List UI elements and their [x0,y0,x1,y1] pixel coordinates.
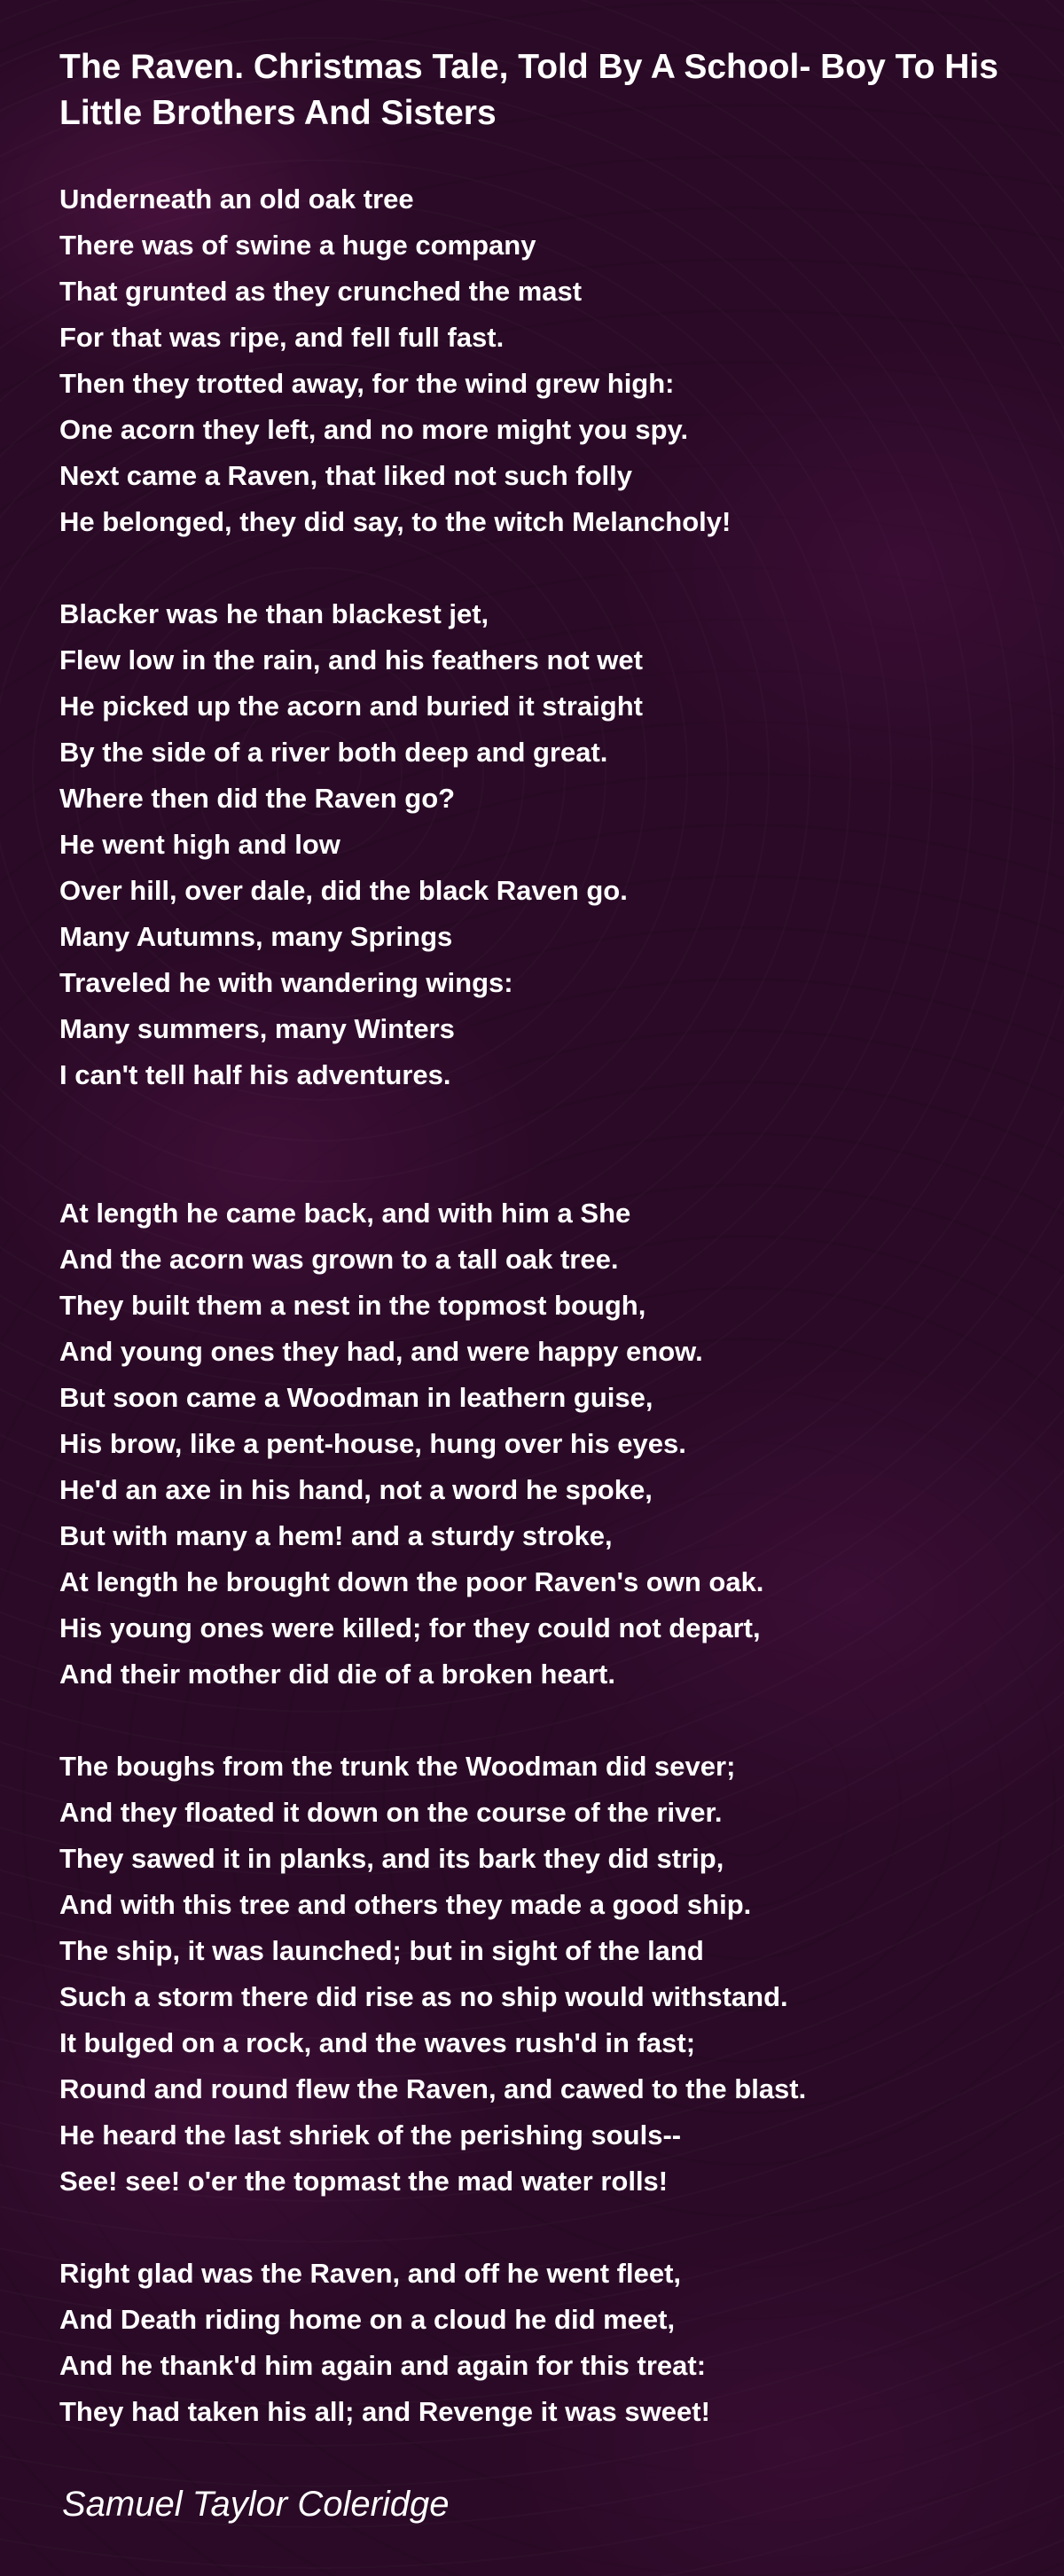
poem-container [59,44,1017,2435]
poem-line: Flew low in the rain, and his feathers not wet [59,644,643,675]
poem-line: The boughs from the trunk the Woodman did sever; [59,1751,736,1782]
poem-line: At length he came back, and with him a She [59,1198,631,1229]
stanza-4 [59,1744,1017,2205]
poem-line: He picked up the acorn and buried it straight [59,691,643,722]
poem-line: For that was ripe, and fell full fast. [59,322,505,353]
poem-line: I can't tell half his adventures. [59,1059,451,1090]
poem-line: By the side of a river both deep and great. [59,737,608,768]
poem-line: His brow, like a pent-house, hung over his eyes. [59,1428,686,1459]
poem-line: Then they trotted away, for the wind grew high: [59,368,675,399]
stanza-2 [59,591,1017,1098]
poem-line: He went high and low [59,829,340,860]
poem-line: Such a storm there did rise as no ship would withstand. [59,1981,788,2012]
stanza-gap [59,1098,1017,1190]
stanza-gap [59,1698,1017,1744]
poem-line: One acorn they left, and no more might you spy. [59,414,689,445]
poem-author: Samuel Taylor Coleridge [62,2485,450,2524]
stanza-1 [59,176,1017,545]
stanza-gap [59,545,1017,591]
poem-line: See! see! o'er the topmast the mad water rolls! [59,2166,669,2197]
poem-line: Over hill, over dale, did the black Raven go. [59,875,628,906]
poem-line: Right glad was the Raven, and off he went fleet, [59,2258,682,2289]
poem-title: The Raven. Christmas Tale, Told By A School- Boy To His Little Brothers And Sisters [59,48,998,132]
poem-line: Where then did the Raven go? [59,783,456,814]
poem-line: Blacker was he than blackest jet, [59,598,489,629]
poem-line: And their mother did die of a broken heart. [59,1659,615,1690]
poem-line: And they floated it down on the course of the river. [59,1797,723,1828]
poem-line: And Death riding home on a cloud he did meet, [59,2304,676,2335]
poem-line: They sawed it in planks, and its bark they did strip, [59,1843,724,1874]
poem-line: But with many a hem! and a sturdy stroke, [59,1520,613,1551]
poem-line: And with this tree and others they made a good ship. [59,1889,752,1920]
poem-line: At length he brought down the poor Raven's own oak. [59,1566,764,1597]
poem-line: But soon came a Woodman in leathern guise, [59,1382,653,1413]
poem-line: Many Autumns, many Springs [59,921,453,952]
poem-line: The ship, it was launched; but in sight of the land [59,1935,704,1966]
poem-line: And the acorn was grown to a tall oak tree. [59,1244,619,1275]
poem-line: There was of swine a huge company [59,230,536,261]
stanza-3 [59,1190,1017,1698]
poem-line: He heard the last shriek of the perishing souls-- [59,2119,682,2151]
poem-line: They built them a nest in the topmost bough, [59,1290,646,1321]
poem-line: And young ones they had, and were happy enow. [59,1336,703,1367]
stanza-gap [59,2205,1017,2251]
poem-line: It bulged on a rock, and the waves rush'd in fast; [59,2027,696,2058]
stanza-5 [59,2251,1017,2435]
poem-line: He'd an axe in his hand, not a word he spoke, [59,1474,653,1505]
poem-line: They had taken his all; and Revenge it was sweet! [59,2396,710,2427]
poem-line: Many summers, many Winters [59,1013,455,1044]
poem-line: Underneath an old oak tree [59,183,414,215]
poem-line: Next came a Raven, that liked not such folly [59,460,633,491]
poem-line: Traveled he with wandering wings: [59,967,513,998]
poem-line: Round and round flew the Raven, and cawed to the blast. [59,2073,807,2104]
poem-line: He belonged, they did say, to the witch Melancholy! [59,506,732,537]
poem-line: His young ones were killed; for they could not depart, [59,1612,761,1643]
poem-line: That grunted as they crunched the mast [59,276,583,307]
poem-line: And he thank'd him again and again for this treat: [59,2350,707,2381]
